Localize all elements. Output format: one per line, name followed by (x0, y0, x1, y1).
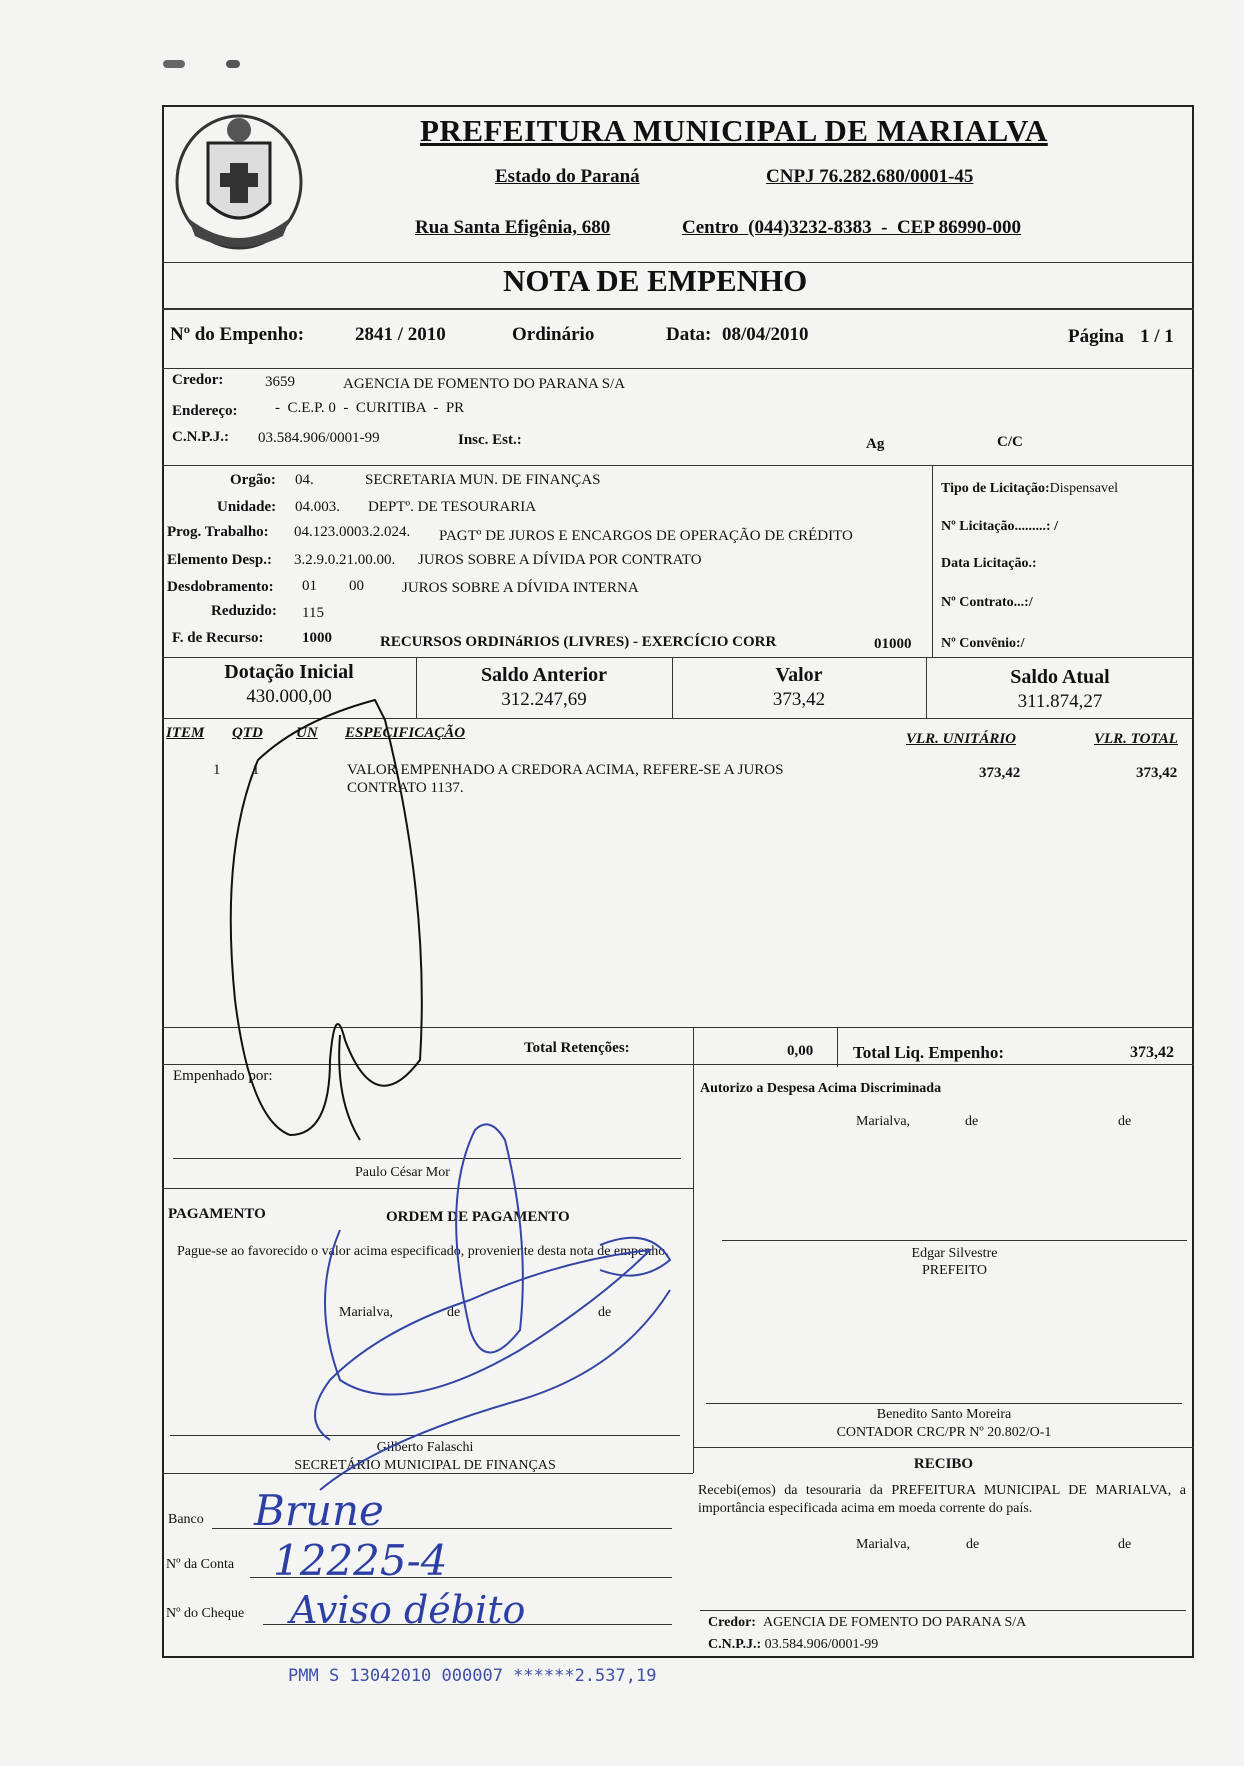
recibo-credor-value: AGENCIA DE FOMENTO DO PARANA S/A (762, 1615, 1027, 1630)
recibo-cnpj-label: C.N.P.J.: (708, 1637, 762, 1652)
item-number: 1 (213, 762, 221, 778)
col-item: ITEM (166, 725, 205, 741)
pagamento-city: Marialva, (339, 1305, 394, 1320)
address-label: Rua Santa Efigênia, 680 (415, 217, 611, 238)
pagamento-de2: de (598, 1305, 612, 1320)
unidade-code: 04.003. (295, 499, 340, 515)
date-value: 08/04/2010 (722, 324, 809, 345)
recurso-label: F. de Recurso: (172, 630, 264, 646)
desdobramento-value: JUROS SOBRE A DÍVIDA INTERNA (402, 580, 639, 596)
item-desc-line2: CONTRATO 1137. (347, 780, 464, 796)
empenhado-label: Empenhado por: (173, 1068, 273, 1084)
cnpj-credor-label: C.N.P.J.: (172, 429, 229, 445)
licitacao-tipo-value: Dispensavel (1049, 481, 1119, 496)
saldo-anterior-label: Saldo Anterior (480, 664, 608, 686)
contador-title: CONTADOR CRC/PR Nº 20.802/O-1 (836, 1425, 1052, 1440)
scan-mark (226, 60, 240, 68)
licitacao-tipo-label: Tipo de Licitação: (941, 481, 1050, 496)
desdobramento-a: 01 (302, 578, 317, 594)
recibo-de1: de (966, 1537, 980, 1552)
recibo-cnpj-value: 03.584.906/0001-99 (764, 1637, 879, 1652)
unidade-value: DEPTº. DE TESOURARIA (368, 499, 537, 515)
cnpj-label: CNPJ 76.282.680/0001-45 (766, 166, 974, 187)
convenio-number: Nº Convênio:/ (941, 636, 1025, 651)
item-unit-value: 373,42 (979, 765, 1021, 781)
endereco-label: Endereço: (172, 403, 238, 419)
saldo-atual-value: 311.874,27 (1017, 691, 1103, 712)
page-value: 1 / 1 (1140, 326, 1174, 347)
municipality-title: PREFEITURA MUNICIPAL DE MARIALVA (420, 113, 1048, 148)
autorizo-label: Autorizo a Despesa Acima Discriminada (700, 1081, 942, 1096)
banco-label: Banco (168, 1512, 204, 1527)
pagamento-text: Pague-se ao favorecido o valor acima especificado, proveniente desta nota de empenho. (177, 1244, 669, 1259)
cnpj-credor-value: 03.584.906/0001-99 (258, 430, 380, 446)
dotacao-value: 430.000,00 (246, 686, 332, 707)
col-especificacao: ESPECIFICAÇÃO (345, 725, 466, 741)
saldo-atual-label: Saldo Atual (1010, 666, 1110, 688)
dotacao-label: Dotação Inicial (224, 661, 354, 683)
autorizo-de1: de (965, 1114, 979, 1129)
contador-name: Benedito Santo Moreira (876, 1407, 1012, 1422)
prefeito-name: Edgar Silvestre (911, 1246, 998, 1261)
col-un: UN (296, 725, 318, 741)
page-label: Página (1068, 326, 1124, 347)
liquido-value: 373,42 (1130, 1044, 1174, 1061)
prog-code: 04.123.0003.2.024. (294, 524, 411, 540)
col-vlr-unitario: VLR. UNITÁRIO (906, 731, 1017, 747)
recibo-title: RECIBO (913, 1456, 974, 1472)
date-label: Data: (666, 324, 712, 345)
recibo-city: Marialva, (856, 1537, 911, 1552)
prefeito-title: PREFEITO (921, 1263, 988, 1278)
pagamento-de1: de (447, 1305, 461, 1320)
retencoes-label: Total Retenções: (524, 1040, 630, 1056)
empenho-number-label: Nº do Empenho: (170, 324, 305, 345)
valor-value: 373,42 (772, 689, 826, 710)
valor-label: Valor (775, 664, 823, 686)
insc-est-label: Insc. Est.: (458, 432, 522, 448)
scan-mark (163, 60, 185, 68)
cheque-label: Nº do Cheque (166, 1606, 245, 1621)
banco-handwritten: Brune (254, 1486, 384, 1535)
empenhado-name: Paulo César Mor (355, 1165, 450, 1180)
item-qtd: 1 (252, 762, 260, 778)
elemento-value: JUROS SOBRE A DÍVIDA POR CONTRATO (418, 552, 702, 568)
recibo-de2: de (1118, 1537, 1132, 1552)
empenho-number: 2841 / 2010 (355, 324, 446, 345)
licitacao-date: Data Licitação.: (941, 556, 1037, 571)
address-rest: Centro (044)3232-8383 - CEP 86990-000 (682, 217, 1021, 238)
conta-label: Nº da Conta (166, 1557, 235, 1572)
orgao-code: 04. (295, 472, 314, 488)
recurso-code2: 01000 (874, 636, 912, 652)
state-label: Estado do Paraná (495, 166, 640, 187)
orgao-value: SECRETARIA MUN. DE FINANÇAS (365, 472, 601, 488)
desdobramento-label: Desdobramento: (167, 579, 274, 595)
conta-handwritten: 12225-4 (273, 1536, 448, 1585)
autorizo-de2: de (1118, 1114, 1132, 1129)
orgao-label: Orgão: (230, 472, 276, 488)
saldo-anterior-value: 312.247,69 (501, 689, 587, 710)
prog-label: Prog. Trabalho: (167, 524, 269, 540)
unidade-label: Unidade: (217, 499, 277, 515)
recibo-credor-label: Credor: (708, 1615, 756, 1630)
secretario-name: Gilberto Falaschi (376, 1440, 474, 1455)
document-title: NOTA DE EMPENHO (503, 263, 808, 298)
elemento-code: 3.2.9.0.21.00.00. (294, 552, 396, 568)
recurso-code: 1000 (302, 630, 332, 646)
autorizo-city: Marialva, (856, 1114, 911, 1129)
elemento-label: Elemento Desp.: (167, 552, 272, 568)
cc-label: C/C (997, 434, 1023, 450)
print-stamp: PMM S 13042010 000007 ******2.537,19 (288, 1666, 657, 1686)
item-desc-line1: VALOR EMPENHADO A CREDORA ACIMA, REFERE-SE A JUROS (347, 762, 784, 778)
licitacao-number: Nº Licitação.........: / (941, 519, 1058, 534)
desdobramento-b: 00 (349, 578, 364, 594)
recurso-value: RECURSOS ORDINáRIOS (LIVRES) - EXERCÍCIO CORR (380, 634, 777, 650)
item-total-value: 373,42 (1136, 765, 1178, 781)
pagamento-title: PAGAMENTO (168, 1206, 266, 1222)
reduzido-value: 115 (302, 605, 324, 621)
contrato-number: Nº Contrato...:/ (941, 595, 1033, 610)
cheque-handwritten: Aviso débito (290, 1588, 526, 1632)
empenho-type: Ordinário (512, 324, 595, 345)
credor-label: Credor: (172, 372, 224, 388)
col-qtd: QTD (232, 725, 263, 741)
retencoes-value: 0,00 (787, 1043, 814, 1059)
col-vlr-total: VLR. TOTAL (1094, 731, 1178, 747)
secretario-title: SECRETÁRIO MUNICIPAL DE FINANÇAS (294, 1458, 556, 1473)
ordem-pagamento-title: ORDEM DE PAGAMENTO (386, 1209, 570, 1225)
prog-value: PAGTº DE JUROS E ENCARGOS DE OPERAÇÃO DE CRÉDITO (439, 528, 853, 544)
recibo-text: Recebi(emos) da tesouraria da PREFEITURA MUNICIPAL DE MARIALVA, a importância especificada acima em moeda corrente do país. (698, 1483, 1186, 1516)
liquido-label: Total Liq. Empenho: (853, 1043, 1004, 1062)
credor-code: 3659 (265, 374, 295, 390)
endereco-value: - C.E.P. 0 - CURITIBA - PR (275, 400, 465, 416)
credor-name: AGENCIA DE FOMENTO DO PARANA S/A (343, 376, 626, 392)
reduzido-label: Reduzido: (211, 603, 277, 619)
ag-label: Ag (866, 436, 885, 452)
